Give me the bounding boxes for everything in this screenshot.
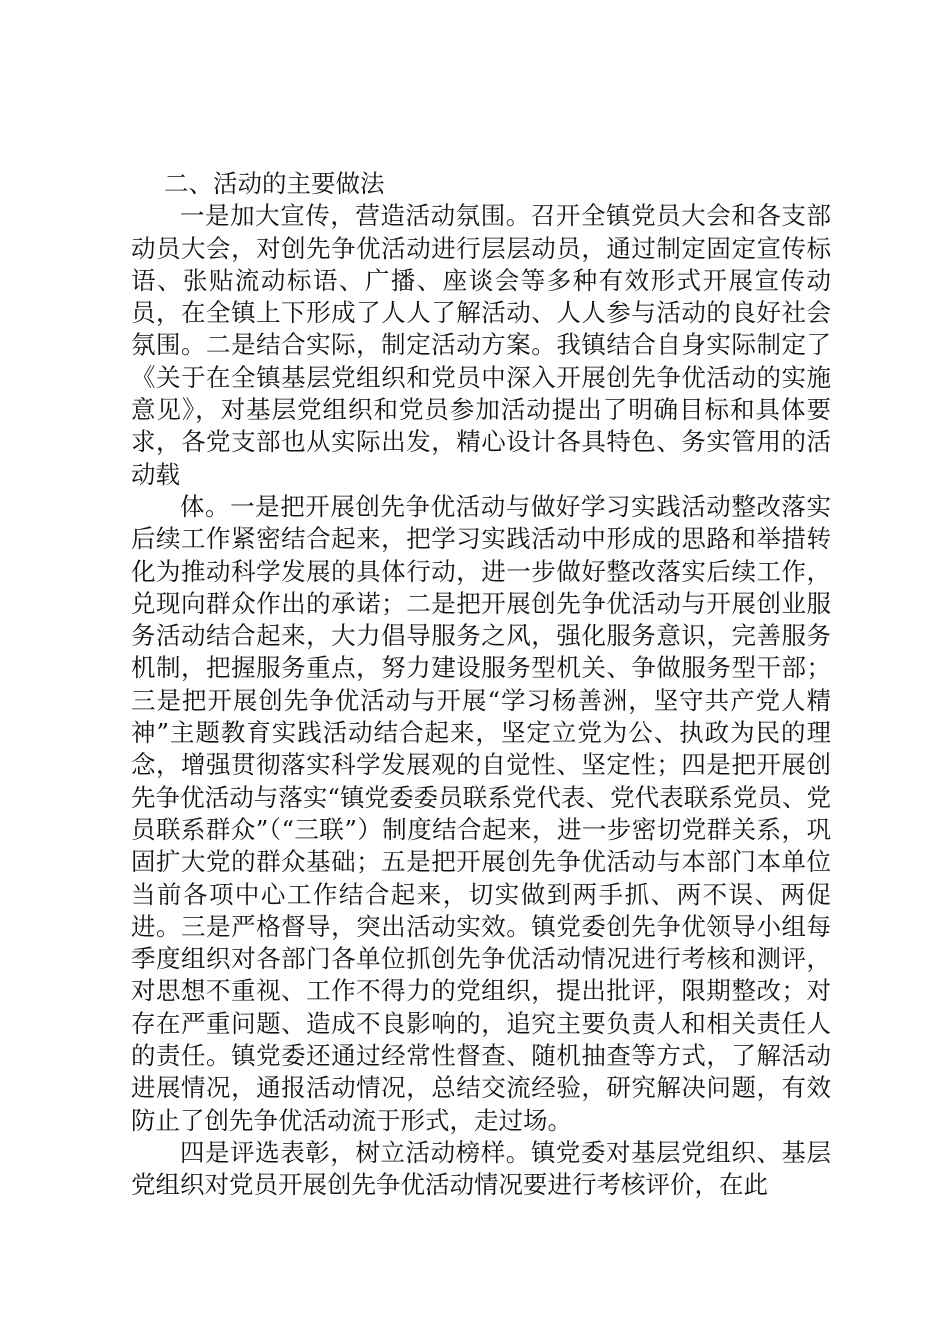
document-body [131, 168, 831, 1202]
section-heading: 二、活动的主要做法 [164, 169, 385, 198]
paragraph-commendation: 四是评选表彰，树立活动榜样。镇党委对基层党组织、基层党组织对党员开展创先争优活动情况要进行考核评价，在此 [131, 1137, 831, 1200]
paragraph-carriers: 体。一是把开展创先争优活动与做好学习实践活动整改落实后续工作紧密结合起来，把学习实践活动中形成的思路和举措转化为推动科学发展的具体行动，进一步做好整改落实后续工作，兑现向群众作出的承诺；二是把开展创先争优活动与开展创业服务活动结合起来，大力倡导服务之风，强化服务意识，完善服务机制，把握服务重点，努力建设服务型机关、争做服务型干部；三是把开展创先争优活动与开展“学习杨善洲，坚守共产党人精神”主题教育实践活动结合起来，坚定立党为公、执政为民的理念，增强贯彻落实科学发展观的自觉性、坚定性；四是把开展创先争优活动与落实“镇党委委员联系党代表、党代表联系党员、党员联系群众”（“三联”）制度结合起来，进一步密切党群关系，巩固扩大党的群众基础；五是把开展创先争优活动与本部门本单位当前各项中心工作结合起来，切实做到两手抓、两不误、两促进。三是严格督导，突出活动实效。镇党委创先争优领导小组每季度组织对各部门各单位抓创先争优活动情况进行考核和测评，对思想不重视、工作不得力的党组织，提出批评，限期整改；对存在严重问题、造成不良影响的，追究主要负责人和相关责任人的责任。镇党委还通过经常性督查、随机抽查等方式，了解活动进展情况，通报活动情况，总结交流经验，研究解决问题，有效防止了创先争优活动流于形式，走过场。 [131, 491, 831, 1135]
paragraph-publicity: 一是加大宣传，营造活动氛围。召开全镇党员大会和各支部动员大会，对创先争优活动进行层层动员，通过制定固定宣传标语、张贴流动标语、广播、座谈会等多种有效形式开展宣传动员，在全镇上下形成了人人了解活动、人人参与活动的良好社会氛围。二是结合实际，制定活动方案。我镇结合自身实际制定了《关于在全镇基层党组织和党员中深入开展创先争优活动的实施意见》，对基层党组织和党员参加活动提出了明确目标和具体要求，各党支部也从实际出发，精心设计各具特色、务实管用的活动载 [131, 201, 831, 489]
